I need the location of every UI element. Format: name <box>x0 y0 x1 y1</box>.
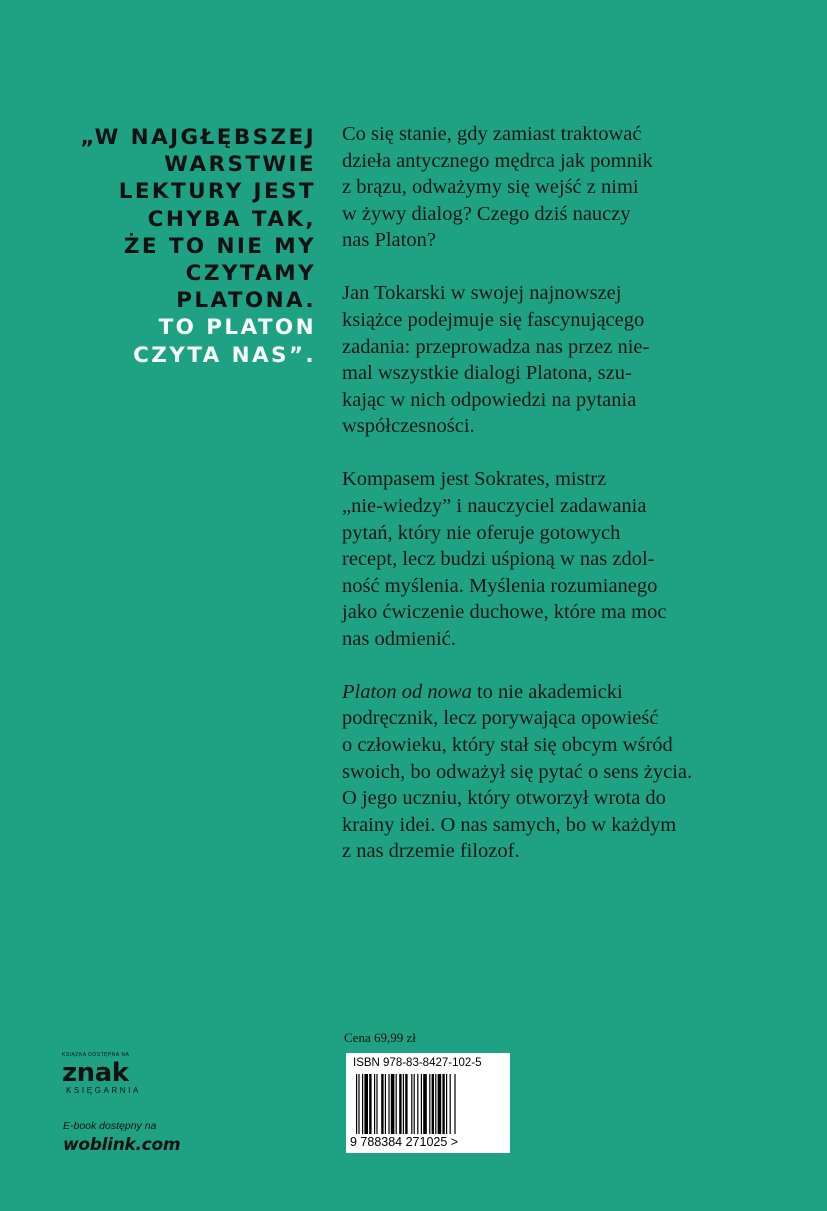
barcode-bar <box>442 1074 444 1134</box>
blurb-paragraph-1 <box>342 121 762 254</box>
barcode-bar <box>450 1074 451 1134</box>
text-line: z brązu, odważymy się wejść z nimi <box>342 176 639 199</box>
text-line: nas odmienić. <box>342 627 456 650</box>
blurb-paragraph-2 <box>342 280 762 440</box>
pull-quote <box>40 124 316 369</box>
barcode-bar <box>399 1074 401 1134</box>
barcode-bar <box>376 1074 377 1134</box>
text-line: O jego uczniu, który otworzył wrota do <box>342 787 666 810</box>
text-line: książce podejmuje się fascynującego <box>342 308 645 331</box>
text-line: swoich, bo odważył się pytać o sens życia. <box>342 760 693 783</box>
barcode-bar <box>374 1074 375 1134</box>
book-title: Platon od nowa <box>342 680 472 703</box>
barcode-bar <box>364 1074 368 1134</box>
barcode-bar <box>391 1074 395 1134</box>
barcode-bar <box>432 1074 434 1134</box>
text-line: mal wszystkie dialogi Platona, szu- <box>342 362 632 385</box>
barcode-bar <box>423 1074 427 1134</box>
barcode-bar <box>405 1074 407 1134</box>
quote-line-highlight: CZYTA NAS”. <box>133 342 316 368</box>
text-line: kając w nich odpowiedzi na pytania <box>342 388 637 411</box>
text-line: Kompasem jest Sokrates, mistrz <box>342 468 607 491</box>
barcode-bar <box>388 1074 389 1134</box>
barcode-bar <box>446 1074 447 1134</box>
text-line: jako ćwiczenie duchowe, które ma moc <box>342 601 667 624</box>
barcode-bar <box>381 1074 383 1134</box>
barcode-bar <box>358 1074 359 1134</box>
quote-line: ŻE TO NIE MY <box>123 233 316 259</box>
barcode-bar <box>396 1074 397 1134</box>
quote-line: CHYBA TAK, <box>147 206 316 232</box>
publisher-subtitle: KSIĘGARNIA <box>66 1086 141 1095</box>
blurb-paragraph-4 <box>342 679 762 865</box>
barcode-bar <box>385 1074 386 1134</box>
quote-line: LEKTURY JEST <box>118 179 316 205</box>
text-line: pytań, który nie oferuje gotowych <box>342 521 621 544</box>
text-line: Co się stanie, gdy zamiast traktować <box>342 123 642 145</box>
quote-line: CZYTAMY <box>185 261 316 287</box>
barcode-bar <box>411 1074 412 1134</box>
publisher-logo <box>62 1052 152 1096</box>
quote-line: PLATONA. <box>176 288 316 314</box>
barcode-bars <box>356 1074 502 1134</box>
price-label: Cena 69,99 zł <box>344 1030 416 1045</box>
text-line: podręcznik, lecz porywająca opowieść <box>342 707 659 730</box>
text-line: zadania: przeprowadza nas przez nie- <box>342 335 650 358</box>
text-line: o człowieku, który stał się obcym wśród <box>342 734 673 757</box>
barcode-bar <box>414 1074 415 1134</box>
barcode-bar <box>435 1074 436 1134</box>
barcode-bar <box>421 1074 422 1134</box>
text-line: z nas drzemie filozof. <box>342 840 520 863</box>
barcode-bar <box>369 1074 371 1134</box>
text-fragment: to nie akademicki <box>471 680 623 703</box>
text-line: ność myślenia. Myślenia rozumianego <box>342 574 658 597</box>
barcode-bar <box>362 1074 363 1134</box>
barcode-bar <box>356 1074 357 1134</box>
publisher-caption: KSIĄŻKA DOSTĘPNA NA <box>62 1052 130 1058</box>
isbn-barcode <box>346 1053 510 1153</box>
barcode-bar <box>417 1074 418 1134</box>
quote-line: „W NAJGŁĘBSZEJ <box>80 125 316 150</box>
text-line: recept, lecz budzi uśpioną w nas zdol- <box>342 548 655 571</box>
barcode-digits: 9 788384 271025 > <box>350 1135 459 1149</box>
text-line: krainy idei. O nas samych, bo w każdym <box>342 813 677 836</box>
blurb-paragraph-3 <box>342 466 762 652</box>
woblink-logo: woblink.com <box>63 1135 181 1155</box>
text-line: „nie-wiedzy” i nauczyciel zadawania <box>342 494 647 517</box>
isbn-number: ISBN 978-83-8427-102-5 <box>353 1057 482 1069</box>
publisher-name: znak <box>62 1058 129 1088</box>
text-line: nas Platon? <box>342 229 436 252</box>
quote-line-highlight: TO PLATON <box>158 315 316 341</box>
quote-line: WARSTWIE <box>164 152 316 178</box>
text-line: w żywy dialog? Czego dziś nauczy <box>342 202 631 225</box>
text-line: Jan Tokarski w swojej najnowszej <box>342 282 622 305</box>
blurb-text <box>342 121 762 891</box>
barcode-bar <box>403 1074 404 1134</box>
ebook-availability: E-book dostępny na <box>63 1120 157 1132</box>
barcode-bar <box>438 1074 442 1134</box>
text-line <box>342 679 762 706</box>
barcode-bar <box>429 1074 430 1134</box>
text-line: współczesności. <box>342 415 475 438</box>
barcode-bar <box>454 1074 455 1134</box>
text-line: dzieła antycznego mędrca jak pomnik <box>342 149 653 172</box>
